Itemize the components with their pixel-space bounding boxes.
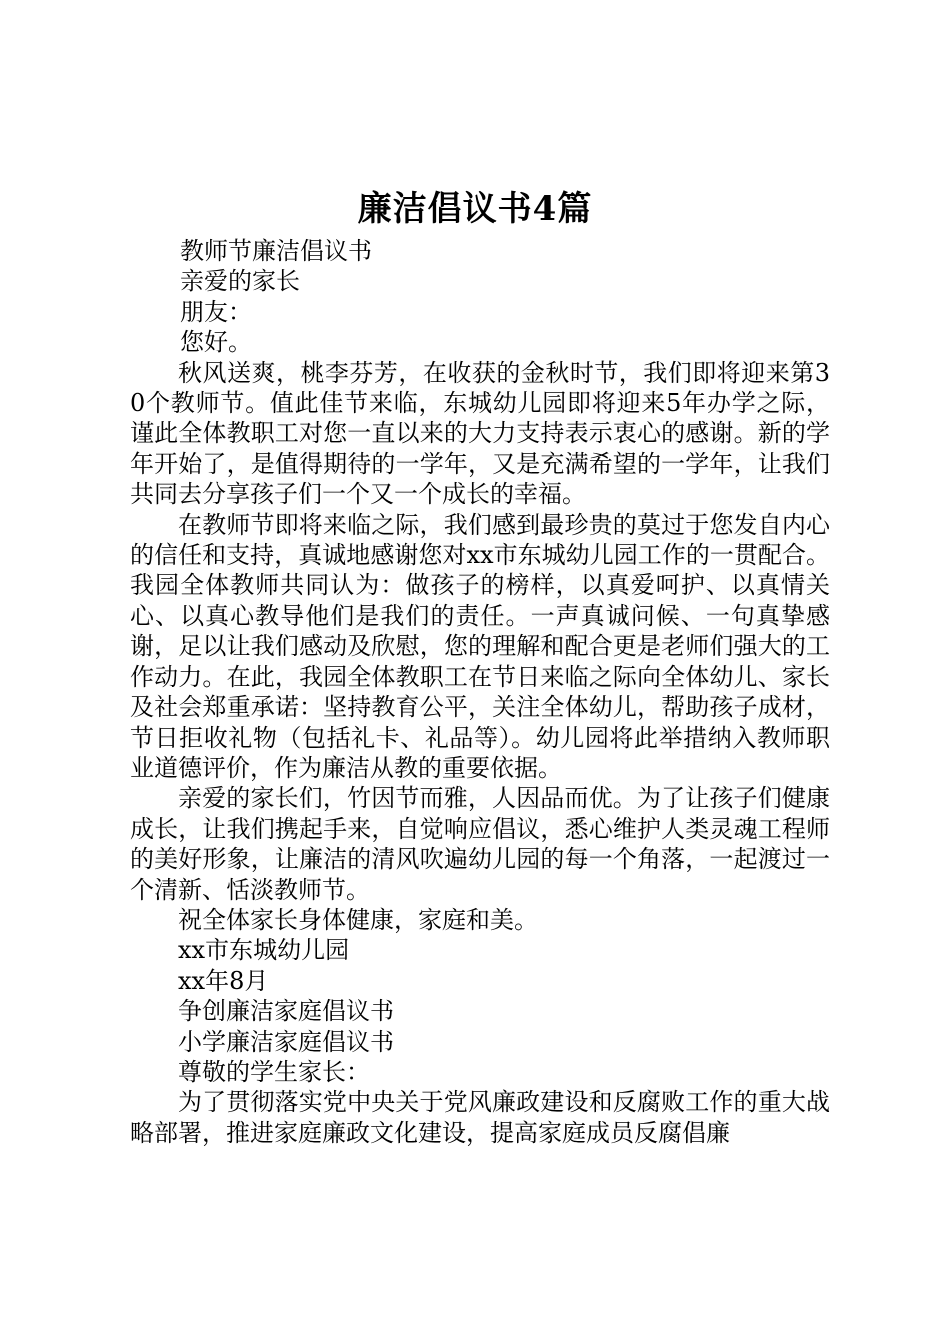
greeting: 您好。 (180, 328, 252, 357)
document-title: 廉洁倡议书4篇 (357, 189, 593, 229)
heading-family-proposal: 争创廉洁家庭倡议书 (178, 997, 394, 1026)
heading-teachers-day-proposal: 教师节廉洁倡议书 (180, 237, 372, 265)
document-body (130, 236, 830, 1148)
salutation-friends: 朋友： (180, 297, 252, 326)
blessing-line: 祝全体家长身体健康，家庭和美。 (178, 905, 538, 934)
salutation-students-parents: 尊敬的学生家长： (178, 1057, 370, 1086)
heading-school-family-proposal: 小学廉洁家庭倡议书 (178, 1027, 394, 1056)
signature-date: xx年8月 (178, 966, 269, 995)
paragraph: 为了贯彻落实党中央关于党风廉政建设和反腐败工作的重大战略部署，推进家庭廉政文化建设，提高家庭成员反腐倡廉 (130, 1088, 830, 1147)
paragraph: 秋风送爽，桃李芬芳，在收获的金秋时节，我们即将迎来第30个教师节。值此佳节来临，东城幼儿园即将迎来5年办学之际，谨此全体教职工对您一直以来的大力支持表示衷心的感谢。新的学年开始了，是值得期待的一学年，又是充满希望的一学年，让我们共同去分享孩子们一个又一个成长的幸福。 (130, 358, 830, 509)
paragraph: 亲爱的家长们，竹因节而雅，人因品而优。为了让孩子们健康成长，让我们携起手来，自觉响应倡议，悉心维护人类灵魂工程师的美好形象，让廉洁的清风吹遍幼儿园的每一个角落，一起渡过一个清新、恬淡教师节。 (130, 784, 830, 904)
signature-org: xx市东城幼儿园 (178, 936, 350, 965)
salutation-parents: 亲爱的家长 (180, 267, 300, 296)
paragraph: 在教师节即将来临之际，我们感到最珍贵的莫过于您发自内心的信任和支持，真诚地感谢您对xx市东城幼儿园工作的一贯配合。我园全体教师共同认为：做孩子的榜样，以真爱呵护、以真情关心、以真心教导他们是我们的责任。一声真诚问候、一句真挚感谢，足以让我们感动及欣慰，您的理解和配合更是老师们强大的工作动力。在此，我园全体教职工在节日来临之际向全体幼儿、家长及社会郑重承诺：坚持教育公平，关注全体幼儿，帮助孩子成材，节日拒收礼物（包括礼卡、礼品等）。幼儿园将此举措纳入教师职业道德评价，作为廉洁从教的重要依据。 (130, 510, 830, 782)
